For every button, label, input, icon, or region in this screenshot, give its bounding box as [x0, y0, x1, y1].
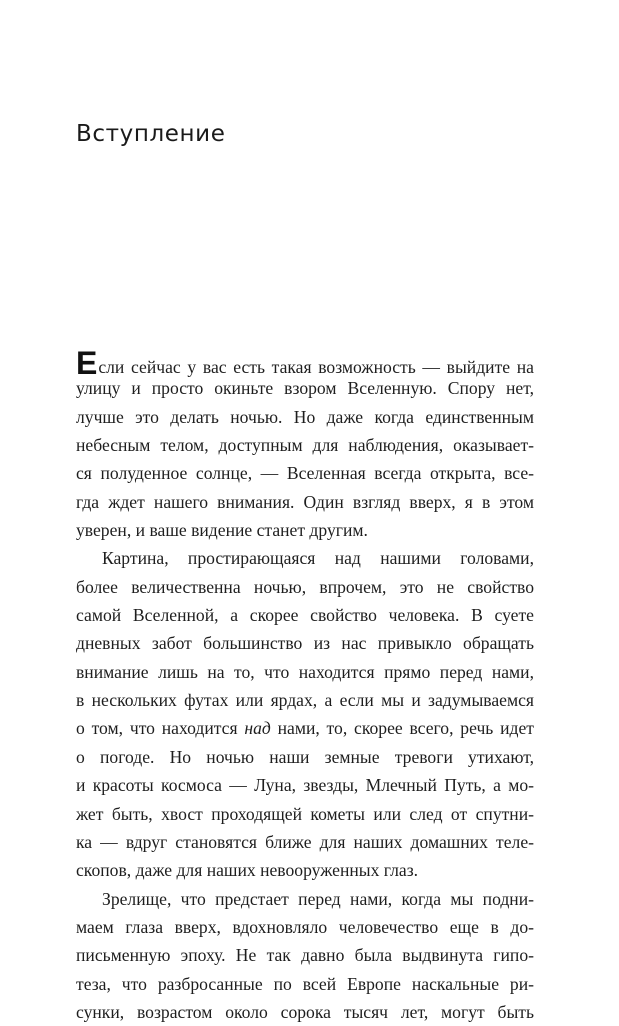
text-line: о том, что находится над нами, то, скорее всего, речь идет [76, 718, 534, 739]
text-line: и красоты космоса — Луна, звезды, Млечный Путь, а мо- [76, 775, 534, 796]
text-line: ка — вдруг становятся ближе для наших домашних теле- [76, 831, 534, 852]
text-line: теза, что разбросанные по всей Европе наскальные ри- [76, 973, 534, 994]
chapter-title: Вступление [76, 121, 226, 147]
text-line: внимание лишь на то, что находится прямо перед нами, [76, 661, 534, 682]
text-line: дневных забот большинство из нас привыкло обращать [76, 633, 534, 654]
text-line: скопов, даже для наших невооруженных глаз. [76, 860, 419, 881]
emphasis: над [244, 718, 271, 739]
text-line: сунки, возрастом около сорока тысяч лет, могут быть [76, 1001, 534, 1022]
text-line: более величественна ночью, впрочем, это не свойство [76, 576, 534, 597]
text-line: Зрелище, что предстает перед нами, когда мы подни- [102, 888, 534, 909]
body-text [76, 346, 534, 1026]
text-line: о погоде. Но ночью наши земные тревоги утихают, [76, 746, 534, 767]
text-line: жет быть, хвост проходящей кометы или след от спутни- [76, 803, 534, 824]
text-line: маем глаза вверх, вдохновляло человечество еще в до- [76, 916, 534, 937]
text-line: в нескольких футах или ярдах, а если мы и задумываемся [76, 690, 534, 711]
text-line: улицу и просто окиньте взором Вселенную. Спору нет, [76, 378, 534, 399]
paragraph-3 [76, 885, 534, 1026]
text-line: уверен, и ваше видение станет другим. [76, 520, 368, 541]
paragraph-2 [76, 544, 534, 884]
paragraph-1 [76, 346, 534, 544]
text-line: Картина, простирающаяся над нашими головами, [102, 548, 534, 569]
text-line: самой Вселенной, а скорее свойство человека. В суете [76, 605, 534, 626]
text-line: гда ждет нашего внимания. Один взгляд вверх, я в этом [76, 491, 534, 512]
text-line: Если сейчас у вас есть такая возможность — выйдите на [76, 345, 534, 381]
text-line: небесным телом, доступным для наблюдения, оказывает- [76, 435, 534, 456]
text-line: письменную эпоху. Не так давно была выдвинута гипо- [76, 945, 534, 966]
text-line: ся полуденное солнце, — Вселенная всегда открыта, все- [76, 463, 534, 484]
drop-cap: Е [76, 345, 98, 381]
text-line: лучше это делать ночью. Но даже когда единственным [76, 406, 534, 427]
